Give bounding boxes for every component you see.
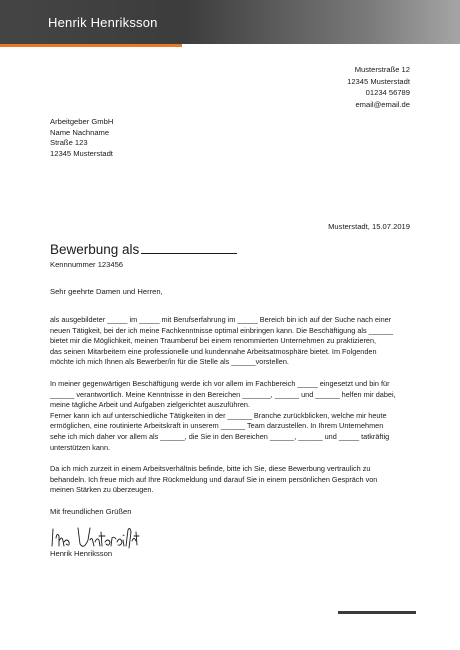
paragraph-experience (50, 379, 412, 453)
subject-line (50, 242, 237, 257)
paragraph-line: Ferner kann ich auf unterschiedliche Tätigkeiten in der ______ Branche zurückblicken, welche mir heute (50, 410, 387, 420)
recipient-street: Straße 123 (50, 138, 88, 147)
footer-line (338, 611, 416, 614)
paragraph-line: sehe ich mich daher vor allem als ______, die Sie in den Bereichen ______, ______ und _____ tatkräftig (50, 431, 390, 441)
paragraph-intro (50, 315, 412, 368)
paragraph-line: ermöglichen, eine routinierte Arbeitskraft in unserem ______ Team darzustellen. In Ihrem Unternehmen (50, 421, 384, 431)
recipient-city: 12345 Musterstadt (50, 148, 113, 158)
recipient-company: Arbeitgeber GmbH (50, 117, 114, 126)
reference-number: Kennnummer 123456 (50, 260, 124, 269)
paragraph-line: meinen Stärken zu überzeugen. (50, 485, 154, 495)
sender-address (347, 64, 410, 110)
paragraph-line: als ausgebildeter _____ im _____ mit Berufserfahrung im _____ Bereich bin ich auf der Suche nach einer (50, 315, 392, 324)
letter-date: Musterstadt, 15.07.2019 (328, 222, 410, 231)
sender-email: email@email.de (355, 99, 410, 109)
paragraph-closing (50, 464, 412, 496)
paragraph-line: ______ verantwortlich. Meine Kenntnisse in den Bereichen _______, ______ und ______ helfen mir dabei, (50, 389, 396, 399)
paragraph-line: neuen Tätigkeit, bei der ich meine Fachkenntnisse optimal einbringen kann. Die Beschäftigung als ______ (50, 325, 394, 335)
paragraph-line: das seinen Mitarbeitern eine professionelle und kundennahe Arbeitsatmosphäre bietet. Im Folgenden (50, 346, 377, 356)
signer-name: Henrik Henriksson (50, 549, 113, 558)
paragraph-line: In meiner gegenwärtigen Beschäftigung werde ich vor allem im Fachbereich _____ eingesetzt und bin für (50, 379, 390, 388)
subject-blank (141, 243, 237, 254)
handwritten-signature (48, 520, 143, 552)
paragraph-line: möchte ich mich Ihnen als Bewerber/in für die Stelle als ______vorstellen. (50, 357, 289, 367)
greeting: Sehr geehrte Damen und Herren, (50, 287, 163, 296)
recipient-address (50, 117, 113, 159)
closing-salutation: Mit freundlichen Grüßen (50, 507, 132, 516)
header-name: Henrik Henriksson (48, 15, 158, 30)
paragraph-line: bietet mir die Möglichkeit, meinen Traumberuf bei einem renommierten Unternehmen zu praktizieren, (50, 336, 377, 346)
accent-line (0, 44, 182, 47)
paragraph-line: Da ich mich zurzeit in einem Arbeitsverhältnis befinde, bitte ich Sie, diese Bewerbung vertraulich zu (50, 464, 371, 473)
paragraph-line: unterstützen kann. (50, 442, 111, 452)
sender-phone: 01234 56789 (365, 88, 410, 97)
subject-text: Bewerbung als (50, 242, 140, 257)
recipient-name: Name Nachname (50, 127, 110, 137)
sender-city: 12345 Musterstadt (347, 76, 410, 86)
sender-street: Musterstraße 12 (354, 65, 410, 74)
paragraph-line: behandeln. Ich freue mich auf Ihre Rückmeldung und darauf Sie in einem persönlichen Gespräch von (50, 474, 378, 484)
paragraph-line: meine tägliche Arbeit und Aufgaben zielgerichtet auszuführen. (50, 400, 250, 410)
